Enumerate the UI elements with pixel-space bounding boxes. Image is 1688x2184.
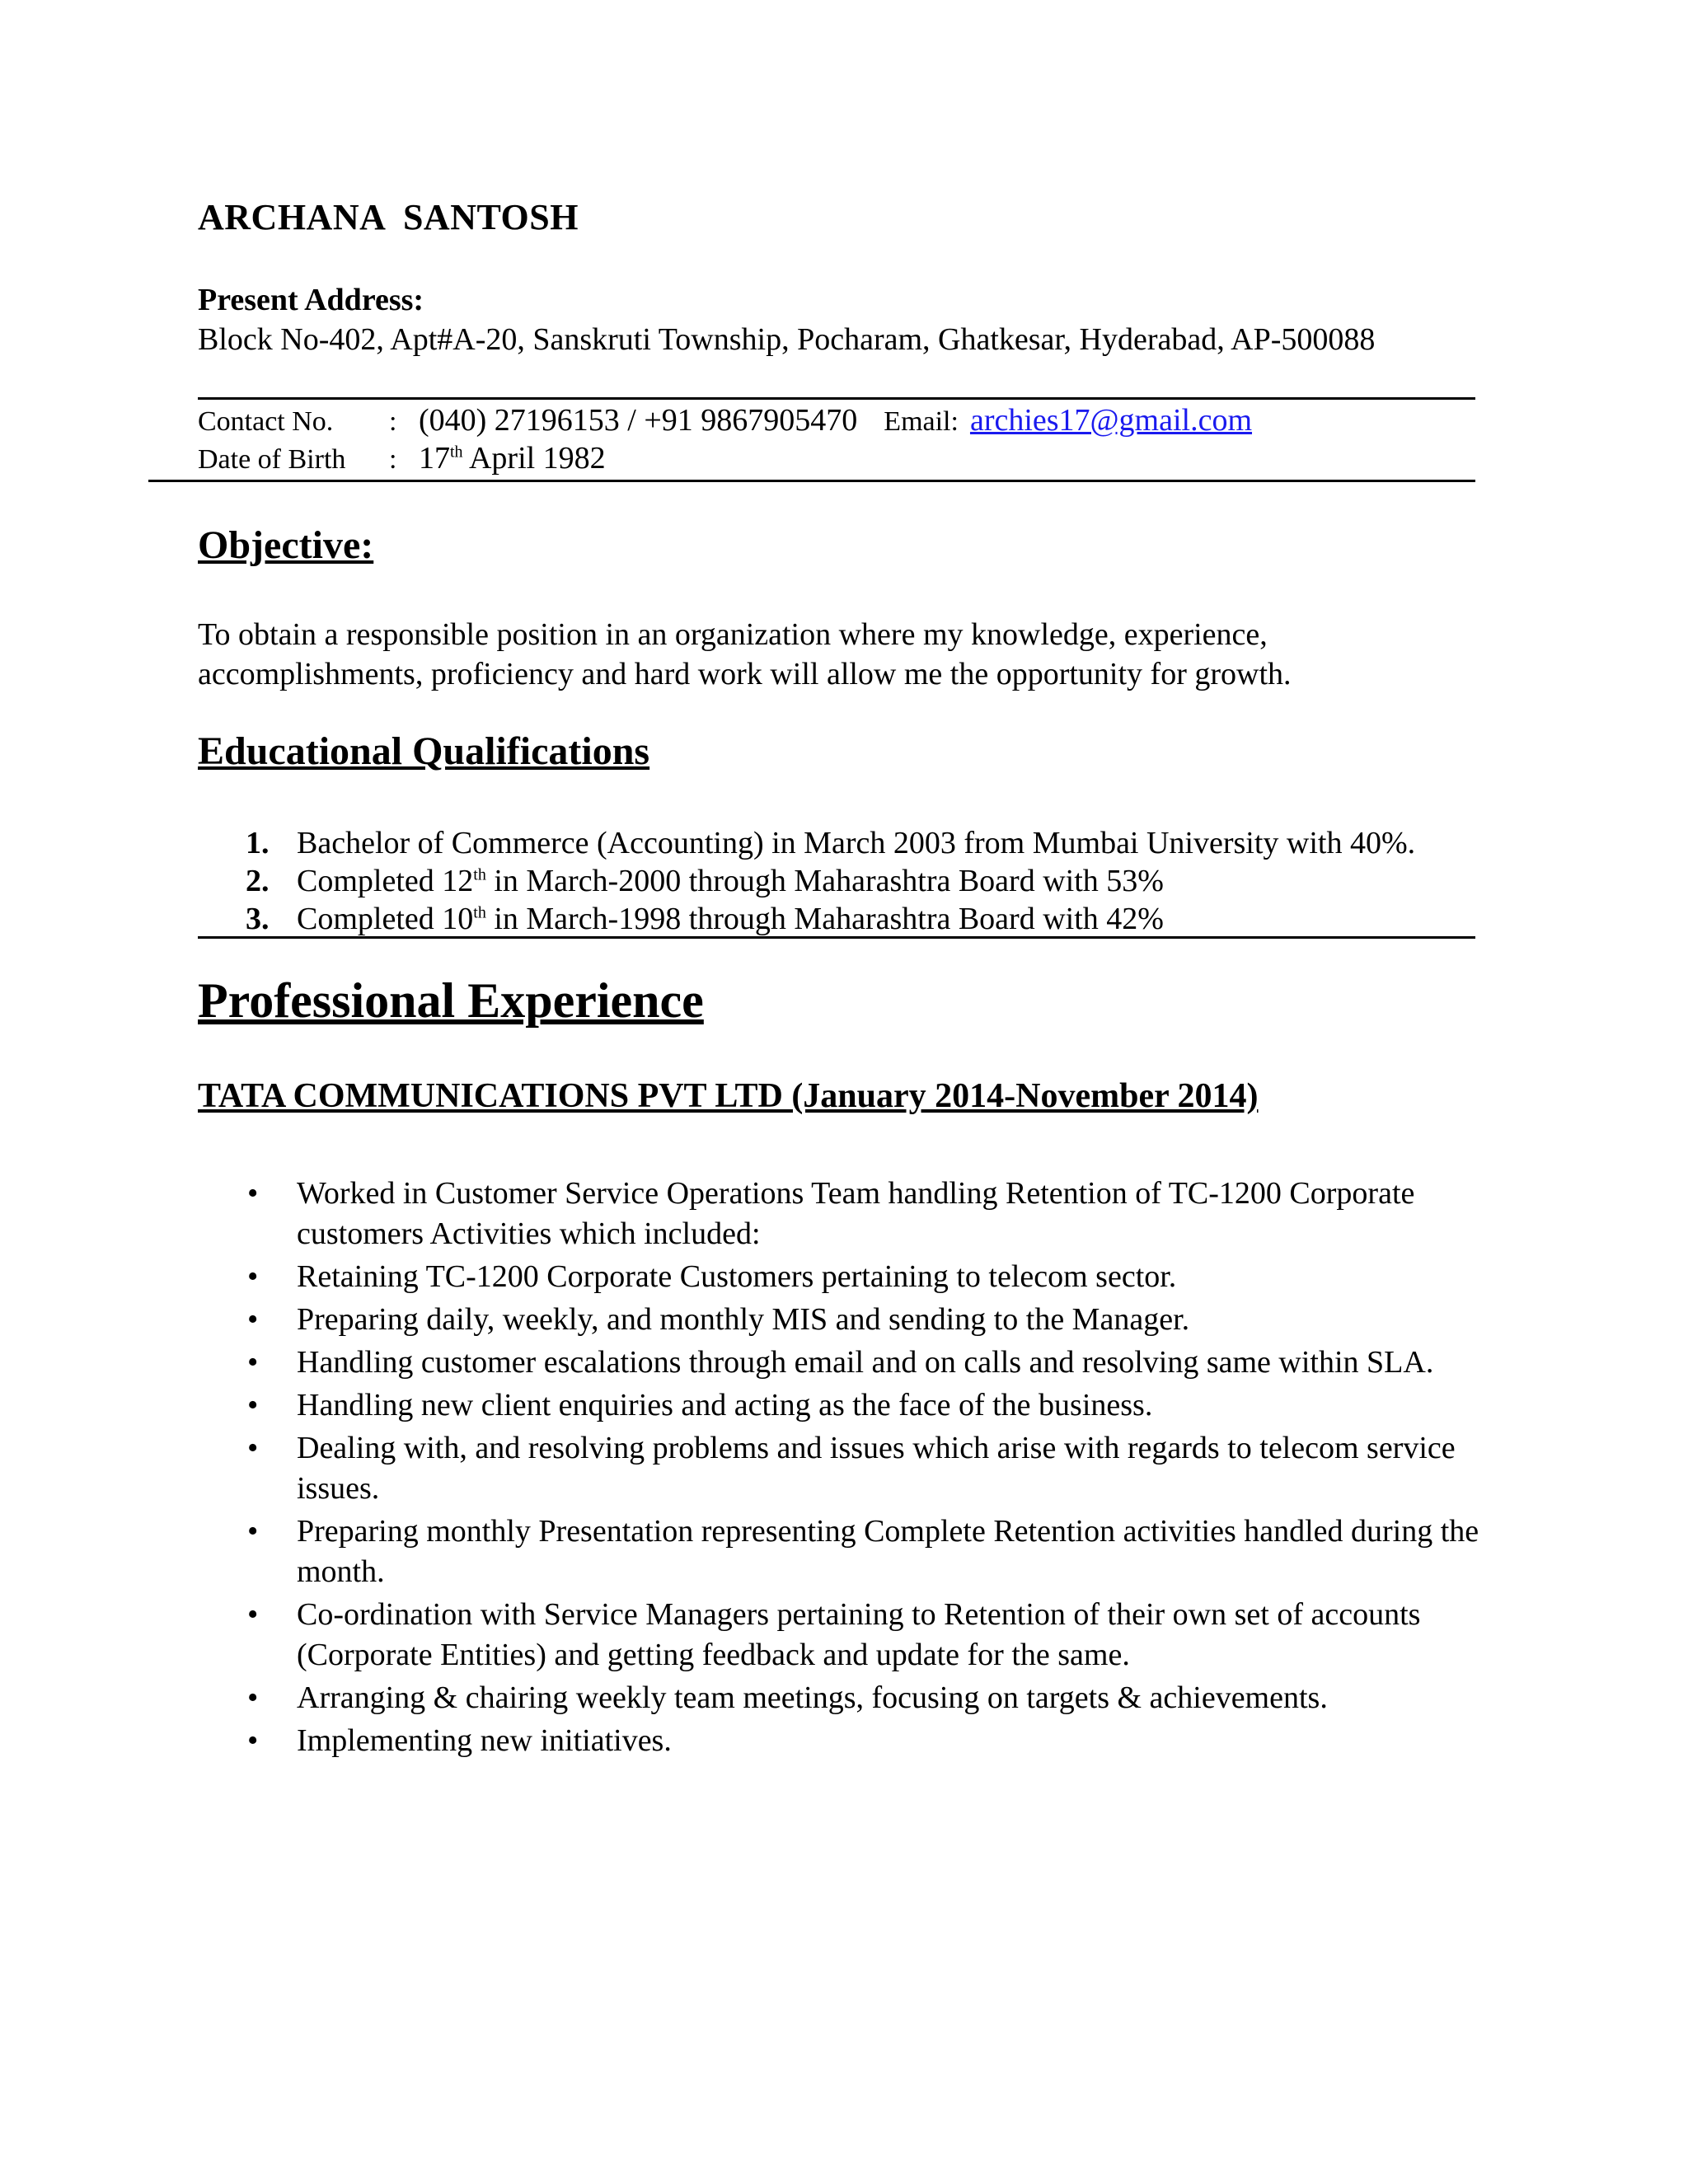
company-heading: TATA COMMUNICATIONS PVT LTD (January 2014-November 2014) xyxy=(198,1077,1259,1115)
bullet-text: Preparing monthly Presentation representing Complete Retention activities handled during the month. xyxy=(297,1514,1479,1589)
dob-suffix: th xyxy=(450,443,463,462)
list-item xyxy=(198,1678,1500,1718)
email-link[interactable]: archies17@gmail.com xyxy=(969,403,1253,438)
dob-label: Date of Birth xyxy=(198,444,346,475)
objective-text: To obtain a responsible position in an organization where my knowledge, experience, accomplishments, proficiency and hard work will allow me the opportunity for growth. xyxy=(198,617,1292,691)
bullet-text: Retaining TC-1200 Corporate Customers pertaining to telecom sector. xyxy=(297,1259,1177,1294)
education-heading: Educational Qualifications xyxy=(198,729,650,773)
education-item-number: 2. xyxy=(246,864,270,898)
experience-heading: Professional Experience xyxy=(198,973,704,1028)
bullet-icon: • xyxy=(247,1176,259,1211)
dob-colon: : xyxy=(389,444,397,475)
education-item-text-rest: in March-2000 through Maharashtra Board with 53% xyxy=(485,864,1164,898)
email-label: Email: xyxy=(884,406,959,437)
list-item xyxy=(198,1428,1500,1509)
contact-label: Contact No. xyxy=(198,406,334,437)
bullet-icon: • xyxy=(247,1514,259,1549)
list-item xyxy=(198,1595,1500,1675)
header-top-rule xyxy=(198,397,1475,400)
list-item xyxy=(198,1721,1500,1761)
bullet-icon: • xyxy=(247,1388,259,1422)
address-text: Block No-402, Apt#A-20, Sanskruti Township, Pocharam, Ghatkesar, Hyderabad, AP-500088 xyxy=(198,322,1376,357)
education-item xyxy=(198,900,1415,938)
education-item-text: Bachelor of Commerce (Accounting) in March 2003 from Mumbai University with 40%. xyxy=(297,826,1416,860)
contact-row xyxy=(198,402,1252,438)
bullet-icon: • xyxy=(247,1597,259,1632)
dob-rest: April 1982 xyxy=(462,441,606,476)
bullet-icon: • xyxy=(247,1302,259,1337)
bullet-icon: • xyxy=(247,1680,259,1715)
education-item-number: 3. xyxy=(246,902,270,936)
list-item xyxy=(198,1300,1500,1340)
list-item xyxy=(198,1343,1500,1383)
education-bottom-rule xyxy=(198,936,1475,939)
bullet-text: Arranging & chairing weekly team meetings, focusing on targets & achievements. xyxy=(297,1680,1328,1715)
bullet-icon: • xyxy=(247,1431,259,1465)
address-label: Present Address: xyxy=(198,283,424,317)
list-item xyxy=(198,1385,1500,1426)
bullet-text: Preparing daily, weekly, and monthly MIS and sending to the Manager. xyxy=(297,1302,1190,1337)
bullet-icon: • xyxy=(247,1723,259,1758)
education-item-text: Completed 12 xyxy=(297,864,474,898)
bullet-text: Worked in Customer Service Operations Team handling Retention of TC-1200 Corporate customers Activities which included: xyxy=(297,1176,1415,1251)
bullet-text: Co-ordination with Service Managers pertaining to Retention of their own set of accounts (Corporate Entities) and getting feedback and update for the same. xyxy=(297,1597,1421,1672)
bullet-text: Implementing new initiatives. xyxy=(297,1723,672,1758)
bullet-text: Handling customer escalations through email and on calls and resolving same within SLA. xyxy=(297,1345,1434,1380)
dob-value xyxy=(419,441,606,476)
list-item xyxy=(198,1257,1500,1297)
experience-bullets xyxy=(198,1174,1500,1764)
education-item xyxy=(198,824,1415,862)
education-item-text-rest: in March-1998 through Maharashtra Board with 42% xyxy=(485,902,1164,936)
bullet-icon: • xyxy=(247,1259,259,1294)
education-item-sup: th xyxy=(473,903,486,922)
candidate-name: ARCHANA SANTOSH xyxy=(198,197,579,237)
list-item xyxy=(198,1174,1500,1254)
list-item xyxy=(198,1511,1500,1592)
education-item-number: 1. xyxy=(246,826,270,860)
bullet-icon: • xyxy=(247,1345,259,1380)
contact-colon: : xyxy=(389,406,397,437)
education-item-sup: th xyxy=(473,865,486,884)
objective-heading: Objective: xyxy=(198,523,374,567)
dob-day: 17 xyxy=(419,441,450,476)
contact-phone: (040) 27196153 / +91 9867905470 xyxy=(419,403,858,438)
header-bottom-rule xyxy=(148,480,1475,482)
bullet-text: Handling new client enquiries and acting as the face of the business. xyxy=(297,1388,1153,1422)
dob-row xyxy=(198,440,606,476)
education-item xyxy=(198,862,1415,900)
education-item-text: Completed 10 xyxy=(297,902,474,936)
education-list xyxy=(198,824,1415,938)
bullet-text: Dealing with, and resolving problems and issues which arise with regards to telecom service issues. xyxy=(297,1431,1456,1506)
